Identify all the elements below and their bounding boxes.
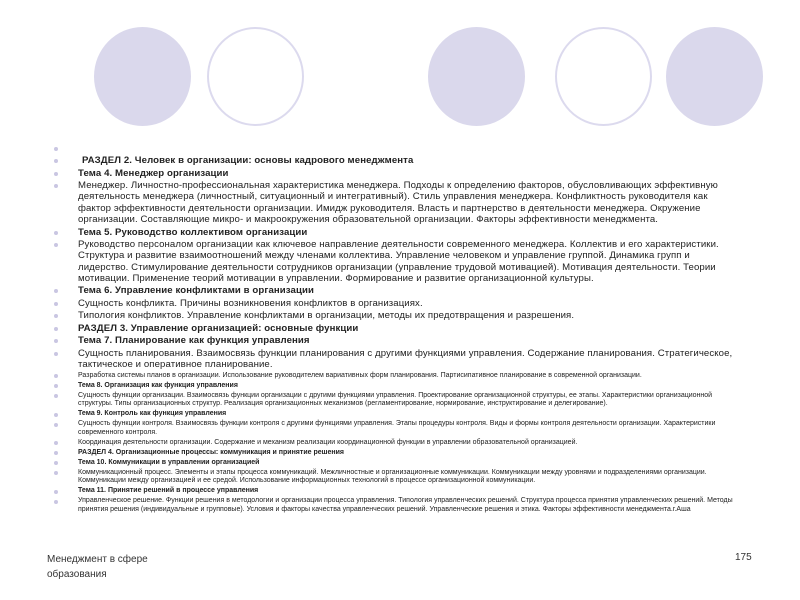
list-item: Сущность конфликта. Причины возникновения конфликтов в организациях. <box>50 298 740 309</box>
list-item: Сущность планирования. Взаимосвязь функции планирования с другими функциями управления. Содержание планирования. Стратегическое, тактическое и оперативное планирование. <box>50 348 740 371</box>
decorative-circle-filled <box>666 27 763 126</box>
footer-title: Менеджмент в сфере образования <box>47 554 148 580</box>
list-heading: Тема 5. Руководство коллективом организации <box>50 227 740 238</box>
list-heading: РАЗДЕЛ 4. Организационные процессы: коммуникация и принятие решения <box>50 449 740 458</box>
list-heading: РАЗДЕЛ 3. Управление организацией: основные функции <box>50 323 740 334</box>
list-item: Менеджер. Личностно-профессиональная характеристика менеджера. Подходы к определению факторов, обусловливающих эффективную деятельность менеджера (личностный, ситуационный и интегративный). Стиль управления менеджера. Конфликтность руководителя как фактор эффективности деятельности организации. Имидж руководителя. Власть и партнерство в деятельности менеджера. Окружение организации. Составляющие микро- и макроокружения образовательной организации. Факторы эффективности менеджмента. <box>50 180 740 225</box>
list-heading: Тема 6. Управление конфликтами в организации <box>50 285 740 296</box>
list-item: Типология конфликтов. Управление конфликтами в организации, методы их предотвращения и разрешения. <box>50 310 740 321</box>
list-item <box>50 143 740 154</box>
list-heading: Тема 10. Коммуникации в управлении организацией <box>50 459 740 468</box>
list-heading: Тема 8. Организация как функция управления <box>50 382 740 391</box>
decorative-circle-outline <box>207 27 304 126</box>
list-item: Координация деятельности организации. Содержание и механизм реализации координационной функции в управлении образовательной организацией. <box>50 439 740 448</box>
list-item: Управленческое решение. Функции решения в методологии и организации процесса управления. Типология управленческих решений. Структура процесса принятия управленческих решений. Методы принятия решения (индивидуальные и групповые). Условия и факторы качества управленческих решений. Управленческие решения и этика. Факторы эффективности менеджмента.г.Аша <box>50 497 740 514</box>
decorative-circle-outline <box>555 27 652 126</box>
list-heading: РАЗДЕЛ 2. Человек в организации: основы кадрового менеджмента <box>50 155 740 166</box>
list-item: Руководство персоналом организации как ключевое направление деятельности современного менеджера. Коллектив и его характеристики. Структура и развитие взаимоотношений между членами коллектива. Управление человеком и управление группой. Динамика групп и лидерство. Стимулирование деятельности сотрудников организации (управление трудовой мотивацией). Мотивация деятельности. Теории мотивации. Применение теорий мотивации в управлении. Формирование и развитие организационной культуры. <box>50 239 740 284</box>
list-item: Разработка системы планов в организации. Использование руководителем вариативных форм планирования. Партисипативное планирование в современной организации. <box>50 372 740 381</box>
list-item: Сущность функции контроля. Взаимосвязь функции контроля с другими функциями управления. Этапы процедуры контроля. Виды и формы контроля деятельности организации. Характеристики современного контроля. <box>50 420 740 437</box>
decorative-circle-filled <box>94 27 191 126</box>
syllabus-list <box>50 143 740 516</box>
list-heading: Тема 7. Планирование как функция управления <box>50 335 740 346</box>
list-heading: Тема 4. Менеджер организации <box>50 168 740 179</box>
page-number: 175 <box>735 552 752 563</box>
list-heading: Тема 9. Контроль как функция управления <box>50 410 740 419</box>
list-item: Сущность функции организации. Взаимосвязь функции организации с другими функциями управления. Проектирование организационной структуры, ее этапы. Характеристики организационной структуры. Типы организационных структур. Реализация организационных механизмов (регламентирование, нормирование, инструктирование и делегирование). <box>50 392 740 409</box>
list-heading: Тема 11. Принятие решений в процессе управления <box>50 487 740 496</box>
decorative-circle-filled <box>428 27 525 126</box>
list-item: Коммуникационный процесс. Элементы и этапы процесса коммуникаций. Межличностные и организационные коммуникации. Коммуникации между уровнями и подразделениями организации. Коммуникации между организацией и ее средой. Использование информационных технологий в процессе организационной коммуникации. <box>50 469 740 486</box>
